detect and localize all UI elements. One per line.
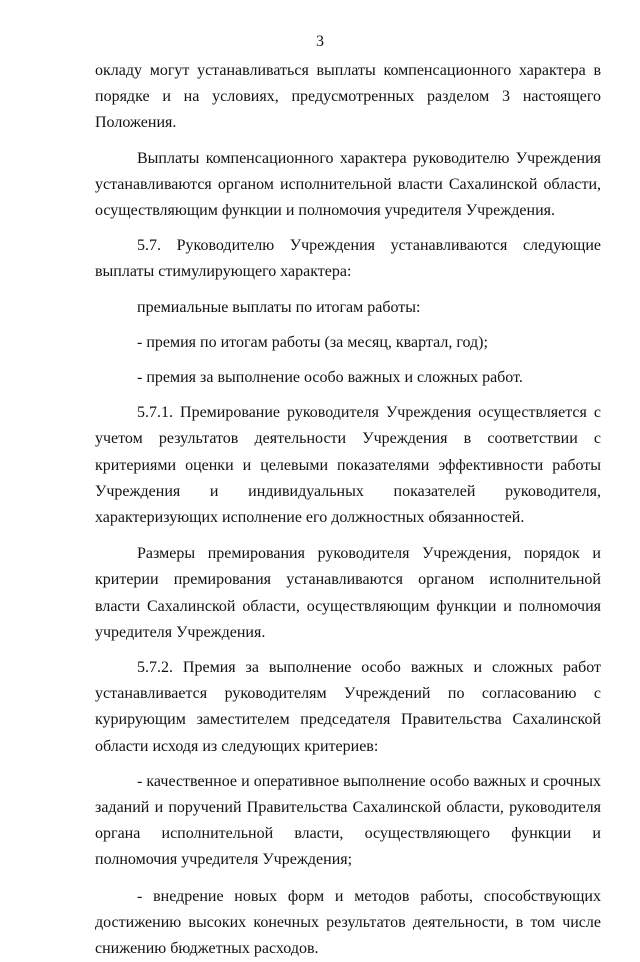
paragraph-compensation: Выплаты компенсационного характера руководителю Учреждения устанавливаются органом исполнительной власти Сахалинской области, осуществляющим функции и полномочия учредителя Учреждения. [95, 149, 601, 220]
criteria-item-tasks: - качественное и оперативное выполнение особо важных и срочных заданий и поручений Правительства Сахалинской области, руководителя органа исполнительной власти, осуществляющего функции и полномочия учредителя Учреждения; [95, 772, 601, 869]
list-item-period-bonus: - премия по итогам работы (за месяц, квартал, год); [137, 333, 488, 351]
paragraph-continuation: окладу могут устанавливаться выплаты компенсационного характера в порядке и на условиях, предусмотренных разделом 3 настоящего Положения. [95, 62, 601, 132]
paragraph-bonus-intro: премиальные выплаты по итогам работы: [137, 298, 421, 316]
list-item-special-bonus: - премия за выполнение особо важных и сложных работ. [137, 369, 523, 387]
paragraph-5-7-1: 5.7.1. Премирование руководителя Учреждения осуществляется с учетом результатов деятельности Учреждения в соответствии с критериями оценки и целевыми показателями эффективности работы Учреждения и индивидуальных показателей руководителя, характеризующих исполнение его должностных обязанностей. [95, 404, 601, 527]
page-number: 3 [316, 33, 324, 50]
paragraph-5-7: 5.7. Руководителю Учреждения устанавливаются следующие выплаты стимулирующего характера: [95, 237, 601, 281]
paragraph-5-7-2: 5.7.2. Премия за выполнение особо важных и сложных работ устанавливается руководителям Учреждений по согласованию с курирующим заместителем председателя Правительства Сахалинской области исходя из следующих критериев: [95, 659, 601, 755]
document-body [95, 58, 601, 962]
criteria-item-methods: - внедрение новых форм и методов работы, способствующих достижению высоких конечных результатов деятельности, в том числе снижению бюджетных расходов. [95, 887, 601, 958]
paragraph-bonus-sizes: Размеры премирования руководителя Учреждения, порядок и критерии премирования устанавливаются органом исполнительной власти Сахалинской области, осуществляющим функции и полномочия учредителя Учреждения. [95, 545, 601, 641]
